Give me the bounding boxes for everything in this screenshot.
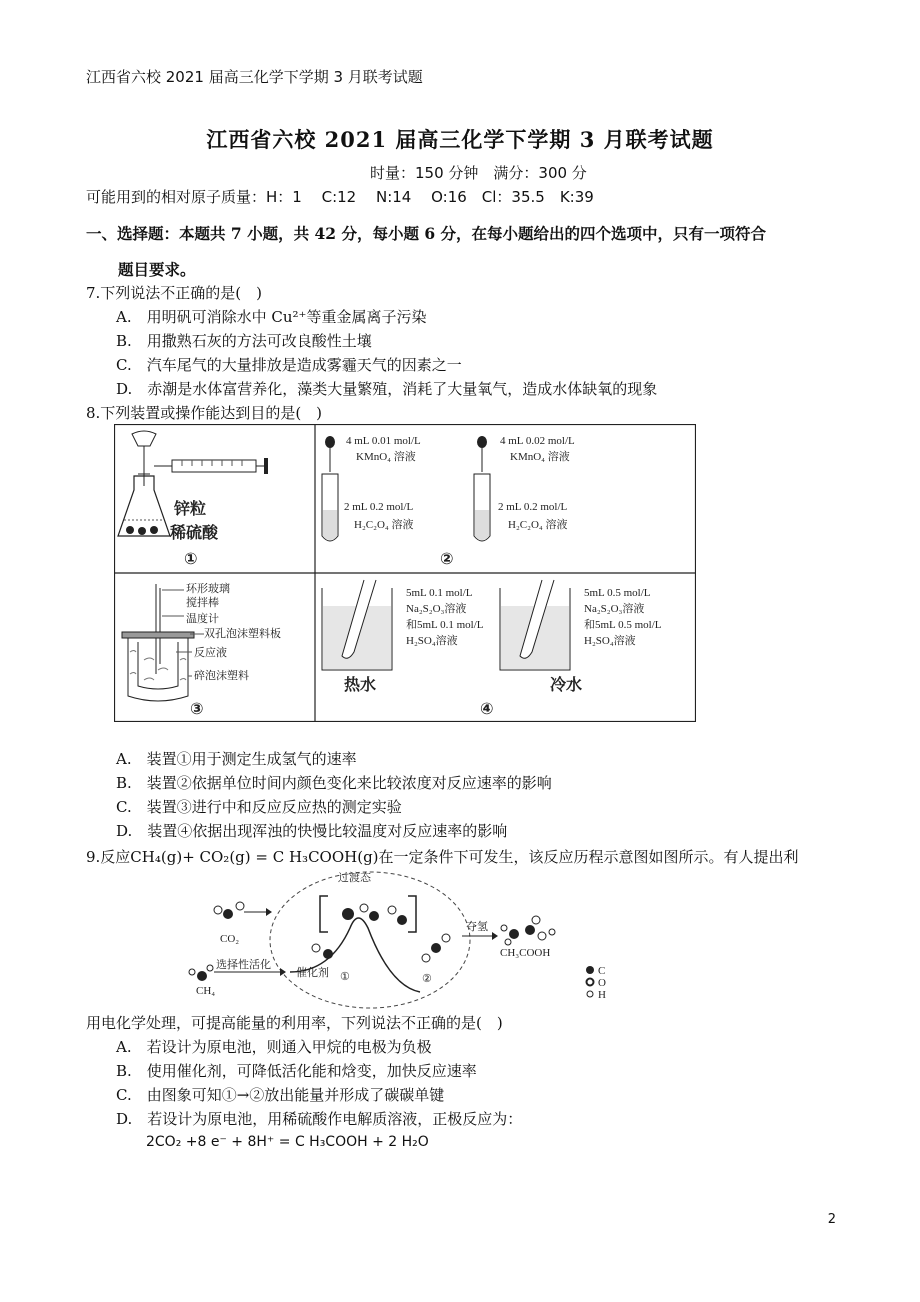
fig9-legend-c: C	[598, 965, 606, 977]
fig9-step-1: ①	[340, 971, 350, 983]
q8-option-d: D. 装置④依据出现浑浊的快慢比较温度对反应速率的影响	[116, 822, 508, 840]
q9-equation: 2CO₂ +8 e⁻ + 8H⁺ = C H₃COOH + 2 H₂O	[146, 1134, 429, 1150]
p2-right-top-2: KMnO₄ 溶液	[510, 451, 570, 463]
q8-option-b: B. 装置②依据单位时间内颜色变化来比较浓度对反应速率的影响	[116, 774, 552, 792]
q7-option-b: B. 用撒熟石灰的方法可改良酸性土壤	[116, 332, 372, 350]
section-instructions	[86, 216, 846, 288]
q7-stem: 7.下列说法不正确的是( )	[86, 284, 263, 302]
p2-right-bot-2: H₂C₂O₄ 溶液	[508, 519, 568, 531]
section-line-2: 题目要求。	[118, 260, 196, 279]
apparatus-1	[118, 431, 268, 568]
p3-label-6: 碎泡沫塑料	[194, 670, 249, 682]
p1-label-acid: 稀硫酸	[170, 523, 219, 542]
q9-stem-1: 9.反应CH₄(g)+ CO₂(g) = C H₃COOH(g)在一定条件下可发生，该反应历程示意图如图所示。有人提出利	[86, 848, 799, 866]
section-line-1: 一、选择题：本题共 7 小题，共 42 分，每小题 6 分，在每小题给出的四个选项中，只有一项符合	[86, 224, 767, 243]
fig9-co2: CO₂	[220, 933, 240, 945]
p2-left-bot-2: H₂C₂O₄ 溶液	[354, 519, 414, 531]
p2-left-top-2: KMnO₄ 溶液	[356, 451, 416, 463]
q8-apparatus-figure	[114, 424, 696, 722]
fig9-legend-o: O	[598, 977, 606, 989]
apparatus-2	[322, 435, 575, 568]
p3-number: ③	[190, 699, 204, 718]
atomic-masses: 可能用到的相对原子质量：H：1 C:12 N:14 O:16 Cl：35.5 K:39	[86, 188, 594, 206]
header-note: 江西省六校 2021 届高三化学下学期 3 月联考试题	[86, 68, 423, 86]
p2-number: ②	[440, 549, 454, 568]
p3-label-4: 双孔泡沫塑料板	[204, 628, 281, 640]
fig9-select: 选择性活化	[216, 959, 271, 971]
q9-option-a: A. 若设计为原电池，则通入甲烷的电极为负极	[116, 1038, 432, 1056]
p3-label-3: 温度计	[186, 613, 219, 625]
page-number: 2	[827, 1212, 836, 1227]
fig9-ch4: CH₄	[196, 985, 216, 997]
fig9-catalyst: 催化剂	[296, 967, 329, 979]
p2-right-top-1: 4 mL 0.02 mol/L	[500, 435, 575, 447]
q9-mechanism-figure	[180, 868, 620, 1010]
p2-left-top-1: 4 mL 0.01 mol/L	[346, 435, 421, 447]
p4-hot-3: 和5mL 0.1 mol/L	[406, 619, 484, 631]
p4-number: ④	[480, 699, 494, 718]
q9-stem-2: 用电化学处理，可提高能量的利用率，下列说法不正确的是( )	[86, 1014, 503, 1032]
p4-hot-1: 5mL 0.1 mol/L	[406, 587, 473, 599]
q7-option-d: D. 赤潮是水体富营养化，藻类大量繁殖，消耗了大量氧气，造成水体缺氧的现象	[116, 380, 658, 398]
fig9-step-2: ②	[422, 973, 432, 985]
p4-cold-3: 和5mL 0.5 mol/L	[584, 619, 662, 631]
q7-option-a: A. 用明矾可消除水中 Cu²⁺等重金属离子污染	[116, 308, 427, 326]
apparatus-3	[122, 581, 281, 718]
p4-cold-2: Na₂S₂O₃溶液	[584, 603, 645, 615]
p2-left-bot-1: 2 mL 0.2 mol/L	[344, 501, 414, 513]
q9-option-b: B. 使用催化剂，可降低活化能和焓变，加快反应速率	[116, 1062, 477, 1080]
q8-option-a: A. 装置①用于测定生成氢气的速率	[116, 750, 357, 768]
q9-option-c: C. 由图象可知①→②放出能量并形成了碳碳单键	[116, 1086, 445, 1104]
p3-label-5: 反应液	[194, 647, 227, 659]
p4-hot-4: H₂SO₄溶液	[406, 635, 458, 647]
fig9-hydrogen: 夺氢	[466, 921, 488, 933]
p3-label-2: 搅拌棒	[186, 597, 219, 609]
p4-cold-1: 5mL 0.5 mol/L	[584, 587, 651, 599]
fig9-legend-h: H	[598, 989, 606, 1001]
fig9-transition-state: 过渡态	[338, 872, 371, 884]
apparatus-4	[322, 580, 662, 718]
q9-option-d: D. 若设计为原电池，用稀硫酸作电解质溶液，正极反应为：	[116, 1110, 523, 1128]
p4-cold-water: 冷水	[550, 675, 583, 694]
p4-hot-water: 热水	[344, 675, 377, 694]
q8-option-c: C. 装置③进行中和反应反应热的测定实验	[116, 798, 402, 816]
q8-stem: 8.下列装置或操作能达到目的是( )	[86, 404, 323, 422]
p1-label-zinc: 锌粒	[174, 499, 207, 518]
p3-label-1: 环形玻璃	[186, 583, 230, 595]
fig9-product: CH₃COOH	[500, 947, 551, 959]
exam-meta: 时量：150 分钟 满分：300 分	[370, 164, 587, 182]
p4-cold-4: H₂SO₄溶液	[584, 635, 636, 647]
p2-right-bot-1: 2 mL 0.2 mol/L	[498, 501, 568, 513]
page-title: 江西省六校 2021 届高三化学下学期 3 月联考试题	[206, 127, 714, 152]
p4-hot-2: Na₂S₂O₃溶液	[406, 603, 467, 615]
p1-number: ①	[184, 549, 198, 568]
q7-option-c: C. 汽车尾气的大量排放是造成雾霾天气的因素之一	[116, 356, 462, 374]
